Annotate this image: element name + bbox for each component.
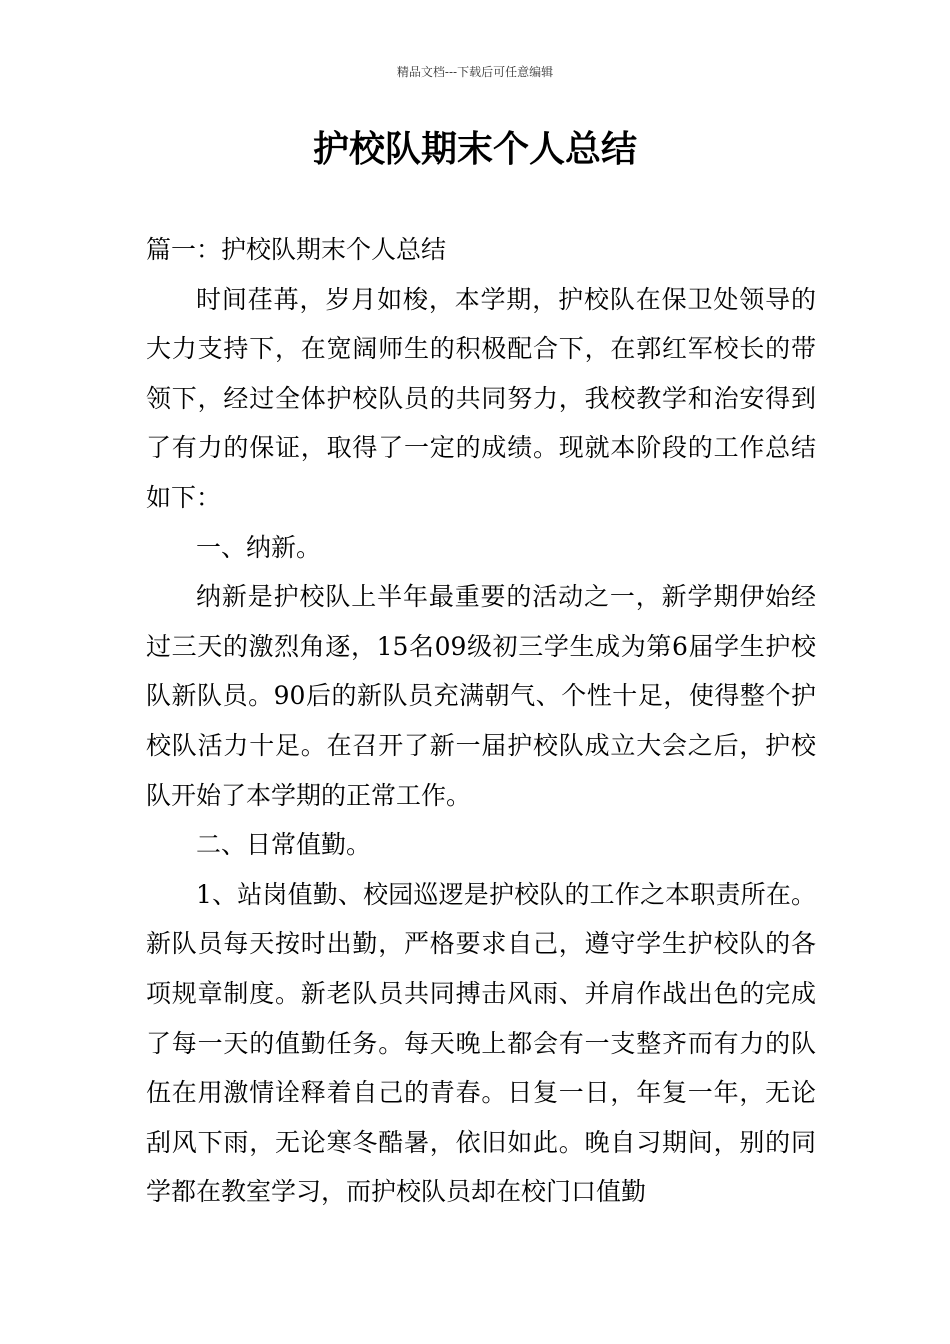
header-note: 精品文档---下载后可任意编辑 <box>396 65 554 79</box>
subsection-heading: 一、纳新。 <box>196 532 322 562</box>
body-paragraph: 时间荏苒，岁月如梭，本学期，护校队在保卫处领导的大力支持下，在宽阔师生的积极配合下，在郭红军校长的带领下，经过全体护校队员的共同努力，我校教学和治安得到了有力的保证，取得了一定的成绩。现就本阶段的工作总结如下： <box>146 284 816 512</box>
subsection-heading: 二、日常值勤。 <box>196 830 372 860</box>
section-heading: 篇一：护校队期末个人总结 <box>146 235 447 264</box>
body-paragraph: 纳新是护校队上半年最重要的活动之一，新学期伊始经过三天的激烈角逐，15名09级初三学生成为第6届学生护校队新队员。90后的新队员充满朝气、个性十足，使得整个护校队活力十足。在召开了新一届护校队成立大会之后，护校队开始了本学期的正常工作。 <box>146 582 816 810</box>
body-paragraph: 1、站岗值勤、校园巡逻是护校队的工作之本职责所在。新队员每天按时出勤，严格要求自己，遵守学生护校队的各项规章制度。新老队员共同搏击风雨、并肩作战出色的完成了每一天的值勤任务。每天晚上都会有一支整齐而有力的队伍在用激情诠释着自己的青春。日复一日，年复一年，无论刮风下雨，无论寒冬酷暑，依旧如此。晚自习期间，别的同学都在教室学习，而护校队员却在校门口值勤 <box>146 879 816 1207</box>
document-title: 护校队期末个人总结 <box>312 129 637 170</box>
document-body <box>146 225 816 1217</box>
